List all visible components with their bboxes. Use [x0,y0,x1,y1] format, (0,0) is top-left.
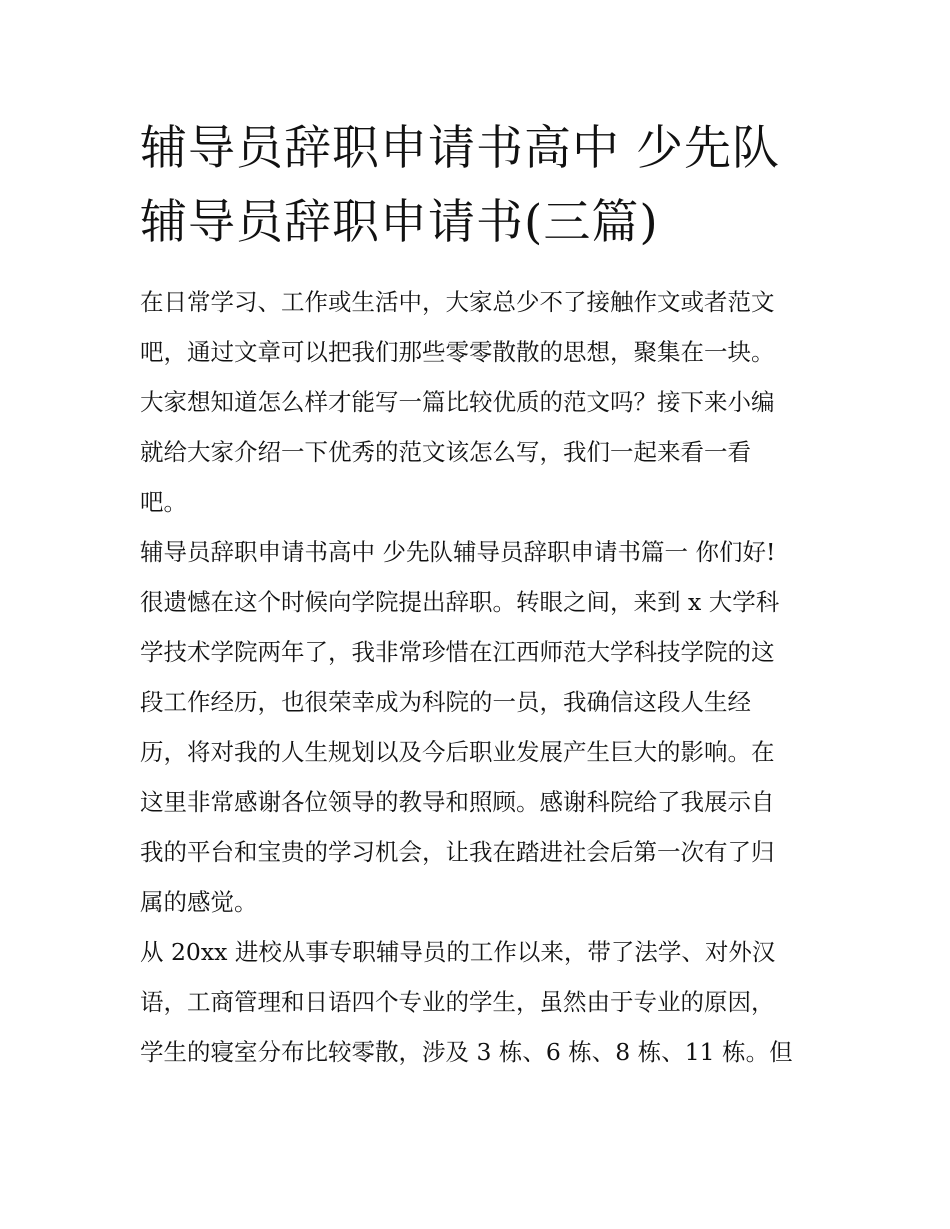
document-body [140,277,830,1077]
text-line: 大家想知道怎么样才能写一篇比较优质的范文吗？接下来小编 [140,388,775,416]
title-line: 辅导员辞职申请书高中 少先队 [140,121,780,176]
text-line: 语，工商管理和日语四个专业的学生，虽然由于专业的原因， [140,988,775,1016]
text-line: 学技术学院两年了，我非常珍惜在江西师范大学科技学院的这 [140,638,775,666]
text-line: 从 20xx 进校从事专职辅导员的工作以来，带了法学、对外汉 [140,938,776,966]
page-title [140,112,830,260]
text-line: 吧。 [140,488,187,516]
text-line: 属的感觉。 [140,888,258,916]
paragraph-work-history [140,927,830,1077]
paragraph-intro [140,277,830,527]
text-line: 段工作经历，也很荣幸成为科院的一员，我确信这段人生经 [140,688,751,716]
text-line: 这里非常感谢各位领导的教导和照顾。感谢科院给了我展示自 [140,788,775,816]
text-line: 历，将对我的人生规划以及今后职业发展产生巨大的影响。在 [140,738,775,766]
text-line: 很遗憾在这个时候向学院提出辞职。转眼之间，来到 x 大学科 [140,588,780,616]
paragraph-letter-opening [140,527,830,927]
text-line: 我的平台和宝贵的学习机会，让我在踏进社会后第一次有了归 [140,838,775,866]
title-line: 辅导员辞职申请书(三篇) [140,195,659,250]
text-line: 学生的寝室分布比较零散，涉及 3 栋、6 栋、8 栋、11 栋。但 [140,1038,793,1066]
text-line: 辅导员辞职申请书高中 少先队辅导员辞职申请书篇一 你们好! [140,538,776,566]
text-line: 在日常学习、工作或生活中，大家总少不了接触作文或者范文 [140,288,775,316]
text-line: 吧，通过文章可以把我们那些零零散散的思想，聚集在一块。 [140,338,775,366]
text-line: 就给大家介绍一下优秀的范文该怎么写，我们一起来看一看 [140,438,751,466]
